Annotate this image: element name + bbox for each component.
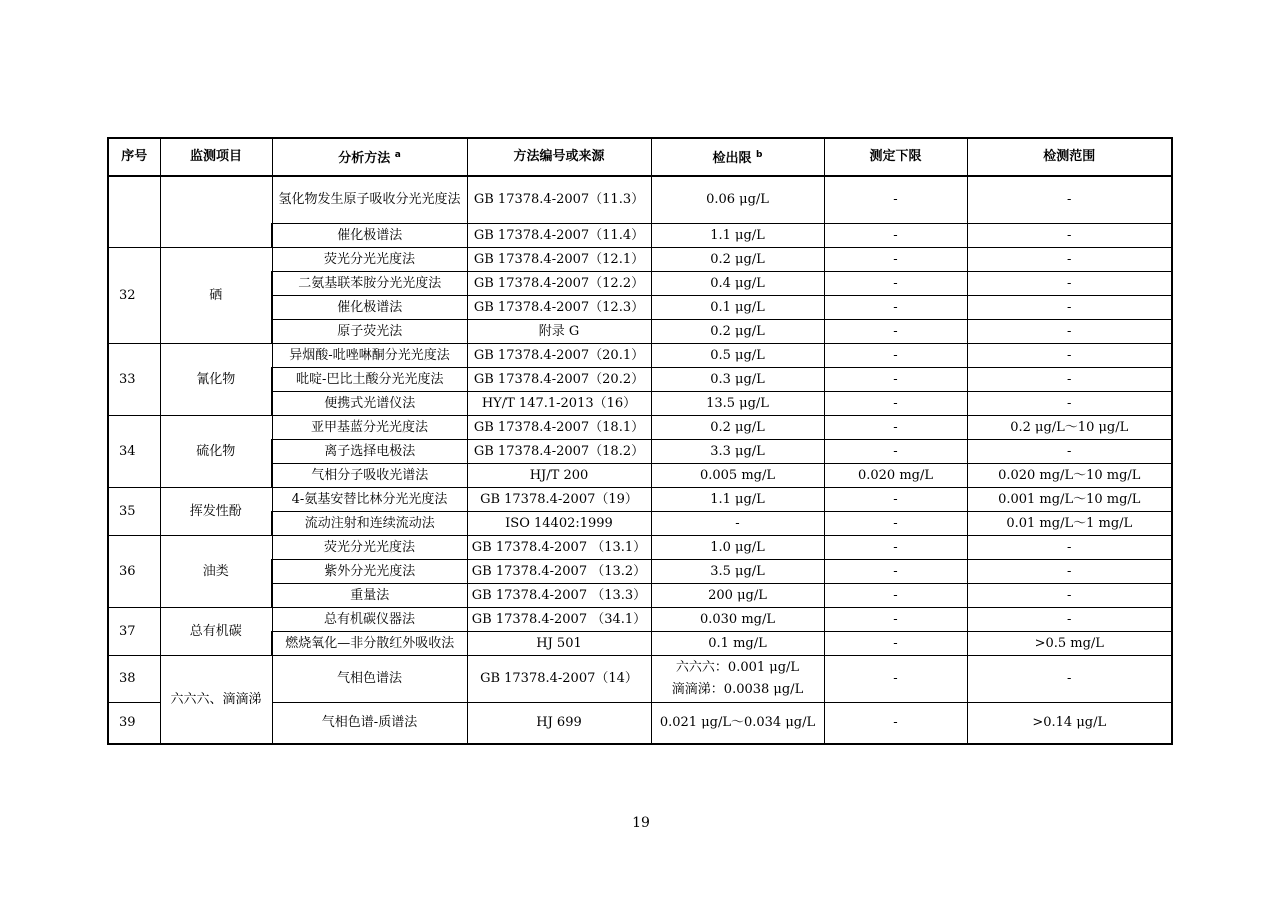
row-detect: 1.1 μg/L xyxy=(651,224,824,248)
row-seq: 39 xyxy=(108,703,160,745)
detect-line: 六六六：0.001 μg/L xyxy=(675,660,800,675)
row-method: 气相分子吸收光谱法 xyxy=(272,464,467,488)
row-lower: - xyxy=(824,272,967,296)
row-range: - xyxy=(967,656,1172,703)
row-detect: 0.06 μg/L xyxy=(651,176,824,224)
row-method: 荧光分光光度法 xyxy=(272,248,467,272)
row-method: 气相色谱法 xyxy=(272,656,467,703)
row-range: - xyxy=(967,608,1172,632)
row-range: - xyxy=(967,536,1172,560)
table-row xyxy=(108,176,1172,224)
row-method: 二氨基联苯胺分光光度法 xyxy=(272,272,467,296)
row-code: GB 17378.4-2007（19） xyxy=(467,488,651,512)
table-row xyxy=(108,344,1172,368)
row-range: - xyxy=(967,176,1172,224)
header-row xyxy=(108,138,1172,176)
row-lower: - xyxy=(824,176,967,224)
row-code: GB 17378.4-2007（20.1） xyxy=(467,344,651,368)
row-code: GB 17378.4-2007 （13.3） xyxy=(467,584,651,608)
row-range: 0.020 mg/L～10 mg/L xyxy=(967,464,1172,488)
row-item: 硒 xyxy=(160,248,272,344)
row-detect: 0.2 μg/L xyxy=(651,248,824,272)
row-code: GB 17378.4-2007（14） xyxy=(467,656,651,703)
row-lower: - xyxy=(824,632,967,656)
row-lower: - xyxy=(824,536,967,560)
row-item xyxy=(160,176,272,248)
row-item: 挥发性酚 xyxy=(160,488,272,536)
row-code: GB 17378.4-2007 （13.1） xyxy=(467,536,651,560)
row-item: 油类 xyxy=(160,536,272,608)
row-lower: - xyxy=(824,584,967,608)
row-detect: - xyxy=(651,512,824,536)
row-detect xyxy=(651,656,824,703)
row-detect: 1.0 μg/L xyxy=(651,536,824,560)
footnote-b: b xyxy=(756,150,763,160)
row-range: - xyxy=(967,584,1172,608)
row-range: - xyxy=(967,368,1172,392)
row-code: HY/T 147.1-2013（16） xyxy=(467,392,651,416)
detect-line: 滴滴涕：0.0038 μg/L xyxy=(671,682,804,697)
row-detect: 13.5 μg/L xyxy=(651,392,824,416)
row-code: GB 17378.4-2007 （13.2） xyxy=(467,560,651,584)
row-code: GB 17378.4-2007 （34.1） xyxy=(467,608,651,632)
page-number: 19 xyxy=(632,815,650,831)
row-lower: - xyxy=(824,296,967,320)
row-code: GB 17378.4-2007（11.3） xyxy=(467,176,651,224)
row-detect: 0.1 mg/L xyxy=(651,632,824,656)
header-seq: 序号 xyxy=(108,138,160,176)
row-range: 0.001 mg/L～10 mg/L xyxy=(967,488,1172,512)
row-range: - xyxy=(967,392,1172,416)
row-code: GB 17378.4-2007（12.2） xyxy=(467,272,651,296)
row-detect: 3.5 μg/L xyxy=(651,560,824,584)
row-detect: 0.5 μg/L xyxy=(651,344,824,368)
row-method: 燃烧氧化—非分散红外吸收法 xyxy=(272,632,467,656)
row-range: - xyxy=(967,224,1172,248)
monitoring-methods-table xyxy=(107,137,1173,745)
row-detect: 0.2 μg/L xyxy=(651,320,824,344)
row-detect: 0.1 μg/L xyxy=(651,296,824,320)
row-seq xyxy=(108,176,160,248)
row-method: 4-氨基安替比林分光光度法 xyxy=(272,488,467,512)
row-range: 0.2 μg/L～10 μg/L xyxy=(967,416,1172,440)
table-row xyxy=(108,248,1172,272)
row-lower: - xyxy=(824,224,967,248)
row-lower: - xyxy=(824,368,967,392)
row-method: 原子荧光法 xyxy=(272,320,467,344)
row-lower: - xyxy=(824,512,967,536)
row-method: 亚甲基蓝分光光度法 xyxy=(272,416,467,440)
table-row xyxy=(108,608,1172,632)
table-row xyxy=(108,536,1172,560)
row-lower: 0.020 mg/L xyxy=(824,464,967,488)
header-code: 方法编号或来源 xyxy=(467,138,651,176)
row-range: - xyxy=(967,560,1172,584)
row-detect: 0.030 mg/L xyxy=(651,608,824,632)
row-range: - xyxy=(967,248,1172,272)
row-method: 紫外分光光度法 xyxy=(272,560,467,584)
row-seq: 36 xyxy=(108,536,160,608)
table-row xyxy=(108,488,1172,512)
row-item: 六六六、滴滴涕 xyxy=(160,656,272,745)
row-seq: 33 xyxy=(108,344,160,416)
row-range: - xyxy=(967,320,1172,344)
row-code: HJ/T 200 xyxy=(467,464,651,488)
row-lower: - xyxy=(824,608,967,632)
row-detect: 200 μg/L xyxy=(651,584,824,608)
row-code: GB 17378.4-2007（18.1） xyxy=(467,416,651,440)
row-method: 流动注射和连续流动法 xyxy=(272,512,467,536)
row-range: >0.5 mg/L xyxy=(967,632,1172,656)
header-method: 分析方法 $^a$ xyxy=(272,138,467,176)
row-lower: - xyxy=(824,416,967,440)
row-detect: 0.4 μg/L xyxy=(651,272,824,296)
row-method: 重量法 xyxy=(272,584,467,608)
row-lower: - xyxy=(824,440,967,464)
row-method: 总有机碳仪器法 xyxy=(272,608,467,632)
header-range: 检测范围 xyxy=(967,138,1172,176)
row-code: 附录 G xyxy=(467,320,651,344)
row-item: 总有机碳 xyxy=(160,608,272,656)
row-detect: 3.3 μg/L xyxy=(651,440,824,464)
header-item: 监测项目 xyxy=(160,138,272,176)
row-range: - xyxy=(967,296,1172,320)
row-item: 硫化物 xyxy=(160,416,272,488)
row-method: 离子选择电极法 xyxy=(272,440,467,464)
header-detect: 检出限 $^b$ xyxy=(651,138,824,176)
row-code: GB 17378.4-2007（18.2） xyxy=(467,440,651,464)
row-seq: 34 xyxy=(108,416,160,488)
row-lower: - xyxy=(824,320,967,344)
row-seq: 32 xyxy=(108,248,160,344)
row-seq: 38 xyxy=(108,656,160,703)
row-code: GB 17378.4-2007（20.2） xyxy=(467,368,651,392)
row-range: >0.14 μg/L xyxy=(967,703,1172,745)
table-row xyxy=(108,656,1172,703)
row-item: 氰化物 xyxy=(160,344,272,416)
row-lower: - xyxy=(824,392,967,416)
header-lower: 测定下限 xyxy=(824,138,967,176)
row-lower: - xyxy=(824,560,967,584)
row-detect: 0.005 mg/L xyxy=(651,464,824,488)
row-lower: - xyxy=(824,344,967,368)
row-method: 催化极谱法 xyxy=(272,224,467,248)
row-range: 0.01 mg/L～1 mg/L xyxy=(967,512,1172,536)
row-method: 催化极谱法 xyxy=(272,296,467,320)
row-detect: 1.1 μg/L xyxy=(651,488,824,512)
row-code: GB 17378.4-2007（12.3） xyxy=(467,296,651,320)
row-code: GB 17378.4-2007（12.1） xyxy=(467,248,651,272)
row-method: 异烟酸-吡唑啉酮分光光度法 xyxy=(272,344,467,368)
row-detect: 0.2 μg/L xyxy=(651,416,824,440)
footnote-a: a xyxy=(394,150,401,160)
row-code: HJ 501 xyxy=(467,632,651,656)
row-method: 荧光分光光度法 xyxy=(272,536,467,560)
row-range: - xyxy=(967,440,1172,464)
row-lower: - xyxy=(824,703,967,745)
row-seq: 37 xyxy=(108,608,160,656)
row-lower: - xyxy=(824,488,967,512)
row-method: 气相色谱-质谱法 xyxy=(272,703,467,745)
row-detect: 0.3 μg/L xyxy=(651,368,824,392)
row-lower: - xyxy=(824,248,967,272)
row-code: HJ 699 xyxy=(467,703,651,745)
row-lower: - xyxy=(824,656,967,703)
row-seq: 35 xyxy=(108,488,160,536)
row-method: 便携式光谱仪法 xyxy=(272,392,467,416)
table-row xyxy=(108,416,1172,440)
row-code: GB 17378.4-2007（11.4） xyxy=(467,224,651,248)
row-detect: 0.021 μg/L～0.034 μg/L xyxy=(651,703,824,745)
row-range: - xyxy=(967,344,1172,368)
row-method: 吡啶-巴比土酸分光光度法 xyxy=(272,368,467,392)
row-method: 氢化物发生原子吸收分光光度法 xyxy=(272,176,467,224)
row-range: - xyxy=(967,272,1172,296)
row-code: ISO 14402:1999 xyxy=(467,512,651,536)
